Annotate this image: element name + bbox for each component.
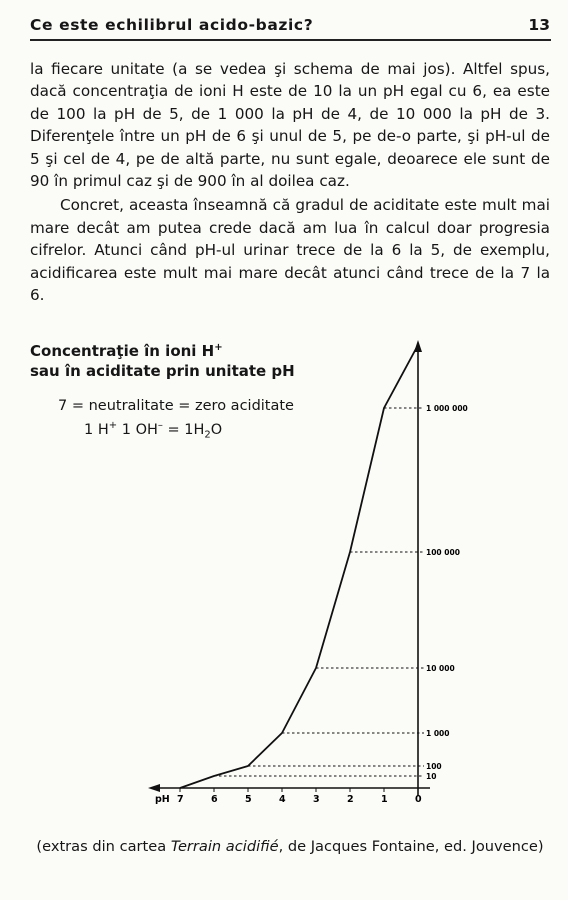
page-number: 13: [528, 16, 550, 34]
formula-line1: 7 = neutralitate = zero aciditate: [58, 398, 294, 414]
concentration-curve: [180, 345, 418, 788]
y-value-label: 100: [426, 762, 442, 771]
y-value-label: 10: [426, 772, 437, 781]
x-tick-label: 4: [279, 794, 286, 805]
x-tick-label: 7: [177, 794, 184, 805]
x-tick-label: 3: [313, 794, 320, 805]
y-value-label: 1 000 000: [426, 404, 468, 413]
formula-line2: 1 H+ 1 $OH^- = 1H_2O$: [84, 420, 223, 441]
y-value-label: 100 000: [426, 548, 460, 557]
chapter-title: Ce este echilibrul acido-bazic?: [30, 16, 314, 34]
x-tick-label: 6: [211, 794, 218, 805]
figure-title-line1: Concentraţie în ioni H: [30, 342, 215, 360]
x-tick-label: 2: [347, 794, 354, 805]
y-value-label: 10 000: [426, 664, 455, 673]
caption-book-title: Terrain acidifié: [170, 838, 279, 855]
figure-caption: [30, 838, 550, 855]
x-tick-label: 0: [415, 794, 422, 805]
x-tick-label: 1: [381, 794, 388, 805]
paragraph-1: la fiecare unitate (a se vedea şi schema de mai jos). Altfel spus, dacă concentraţia de ioni H este de 10 la un pH egal cu 6, ea este de 100 la pH de 5, de 1 000 la pH de 4, de 10 000 la pH de 3. Diferenţele între un pH de 6 şi unul de 5, pe de-o parte, şi pH-ul de 5 şi cel de 4, pe de altă parte, nu sunt egale, deoarece ele sunt de 90 în primul caz şi de 900 în al doilea caz.: [30, 60, 550, 191]
figure-title-line2: sau în aciditate prin unitate pH: [30, 362, 295, 380]
y-value-label: 1 000: [426, 729, 450, 738]
x-axis-arrow: [148, 784, 160, 792]
x-axis-label: pH: [155, 794, 170, 805]
caption-suffix: , de Jacques Fontaine, ed. Jouvence): [278, 838, 544, 855]
paragraph-2: Concret, aceasta înseamnă că gradul de aciditate este mult mai mare decât am putea crede dacă am lua în calcul doar progresia cifrelor. Atunci când pH-ul urinar trece de la 6 la 5, de exemplu, acidificarea este mult mai mare decât atunci când trece de la 7 la 6.: [30, 196, 550, 305]
x-tick-label: 5: [245, 794, 252, 805]
caption-prefix: (extras din cartea: [36, 838, 171, 855]
figure-title-sup: +: [214, 342, 223, 353]
